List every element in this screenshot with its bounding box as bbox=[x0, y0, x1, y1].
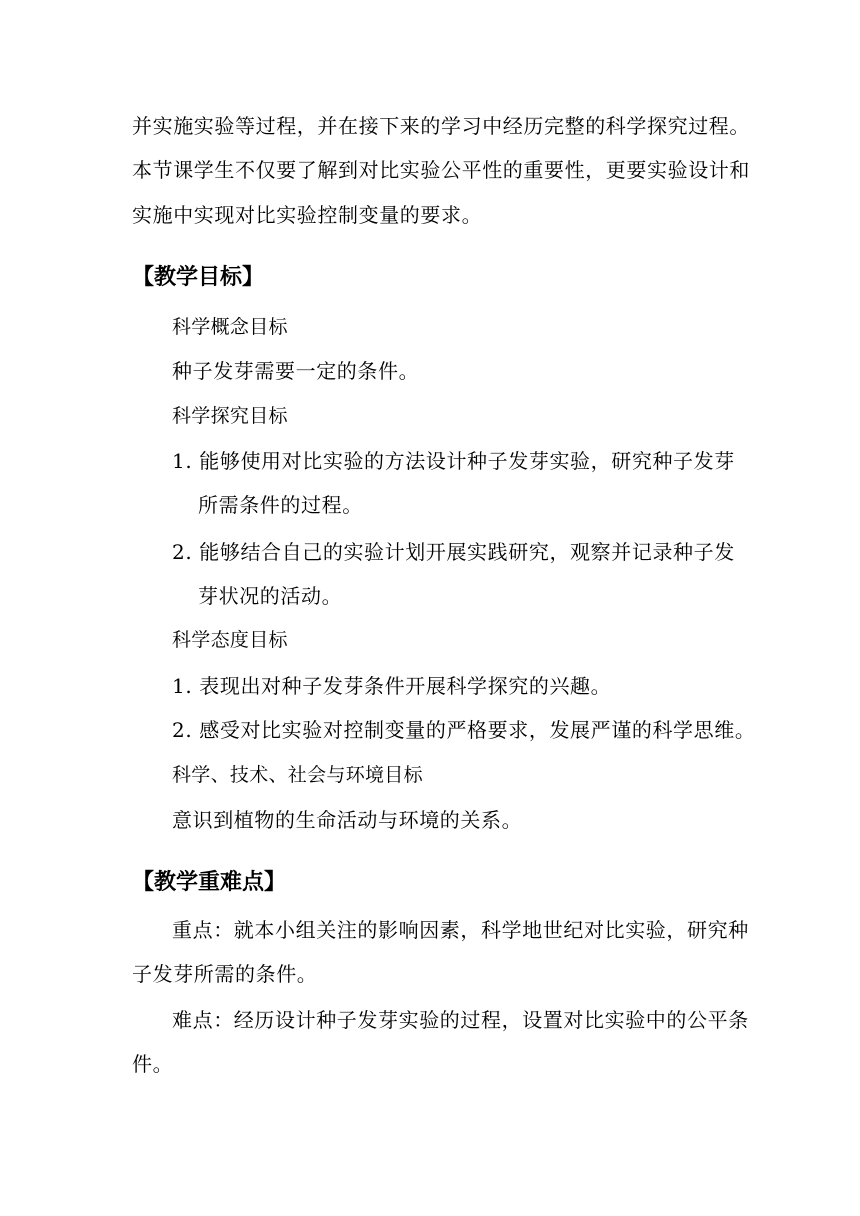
intro-line-3: 实施中实现对比实验控制变量的要求。 bbox=[132, 203, 483, 227]
key-point-line-1: 重点：就本小组关注的影响因素，科学地世纪对比实验，研究种 bbox=[172, 918, 749, 942]
attitude-title: 科学态度目标 bbox=[172, 629, 288, 651]
inquiry-title: 科学探究目标 bbox=[172, 405, 288, 427]
concept-title: 科学概念目标 bbox=[172, 316, 288, 338]
concept-text: 种子发芽需要一定的条件。 bbox=[172, 359, 420, 383]
attitude-item-1: 1. 表现出对种子发芽条件开展科学探究的兴趣。 bbox=[172, 674, 612, 698]
inquiry-item-2-line-1: 2. 能够结合自己的实验计划开展实践研究，观察并记录种子发 bbox=[172, 540, 735, 564]
inquiry-item-2-line-2: 芽状况的活动。 bbox=[198, 584, 343, 608]
intro-line-1: 并实施实验等过程，并在接下来的学习中经历完整的科学探究过程。 bbox=[132, 114, 750, 138]
stse-title: 科学、技术、社会与环境目标 bbox=[172, 764, 423, 786]
objectives-heading: 【教学目标】 bbox=[132, 265, 265, 290]
attitude-item-2: 2. 感受对比实验对控制变量的严格要求，发展严谨的科学思维。 bbox=[172, 718, 756, 742]
key-point-line-2: 子发芽所需的条件。 bbox=[132, 962, 318, 986]
stse-text: 意识到植物的生命活动与环境的关系。 bbox=[172, 808, 523, 832]
inquiry-item-1-line-1: 1. 能够使用对比实验的方法设计种子发芽实验，研究种子发芽 bbox=[172, 449, 735, 473]
difficult-point-line-2: 件。 bbox=[132, 1052, 174, 1076]
difficult-point-line-1: 难点：经历设计种子发芽实验的过程，设置对比实验中的公平条 bbox=[172, 1008, 749, 1032]
inquiry-item-1-line-2: 所需条件的过程。 bbox=[198, 493, 363, 517]
intro-line-2: 本节课学生不仅要了解到对比实验公平性的重要性，更要实验设计和 bbox=[132, 158, 750, 182]
key-points-heading: 【教学重难点】 bbox=[132, 870, 287, 895]
